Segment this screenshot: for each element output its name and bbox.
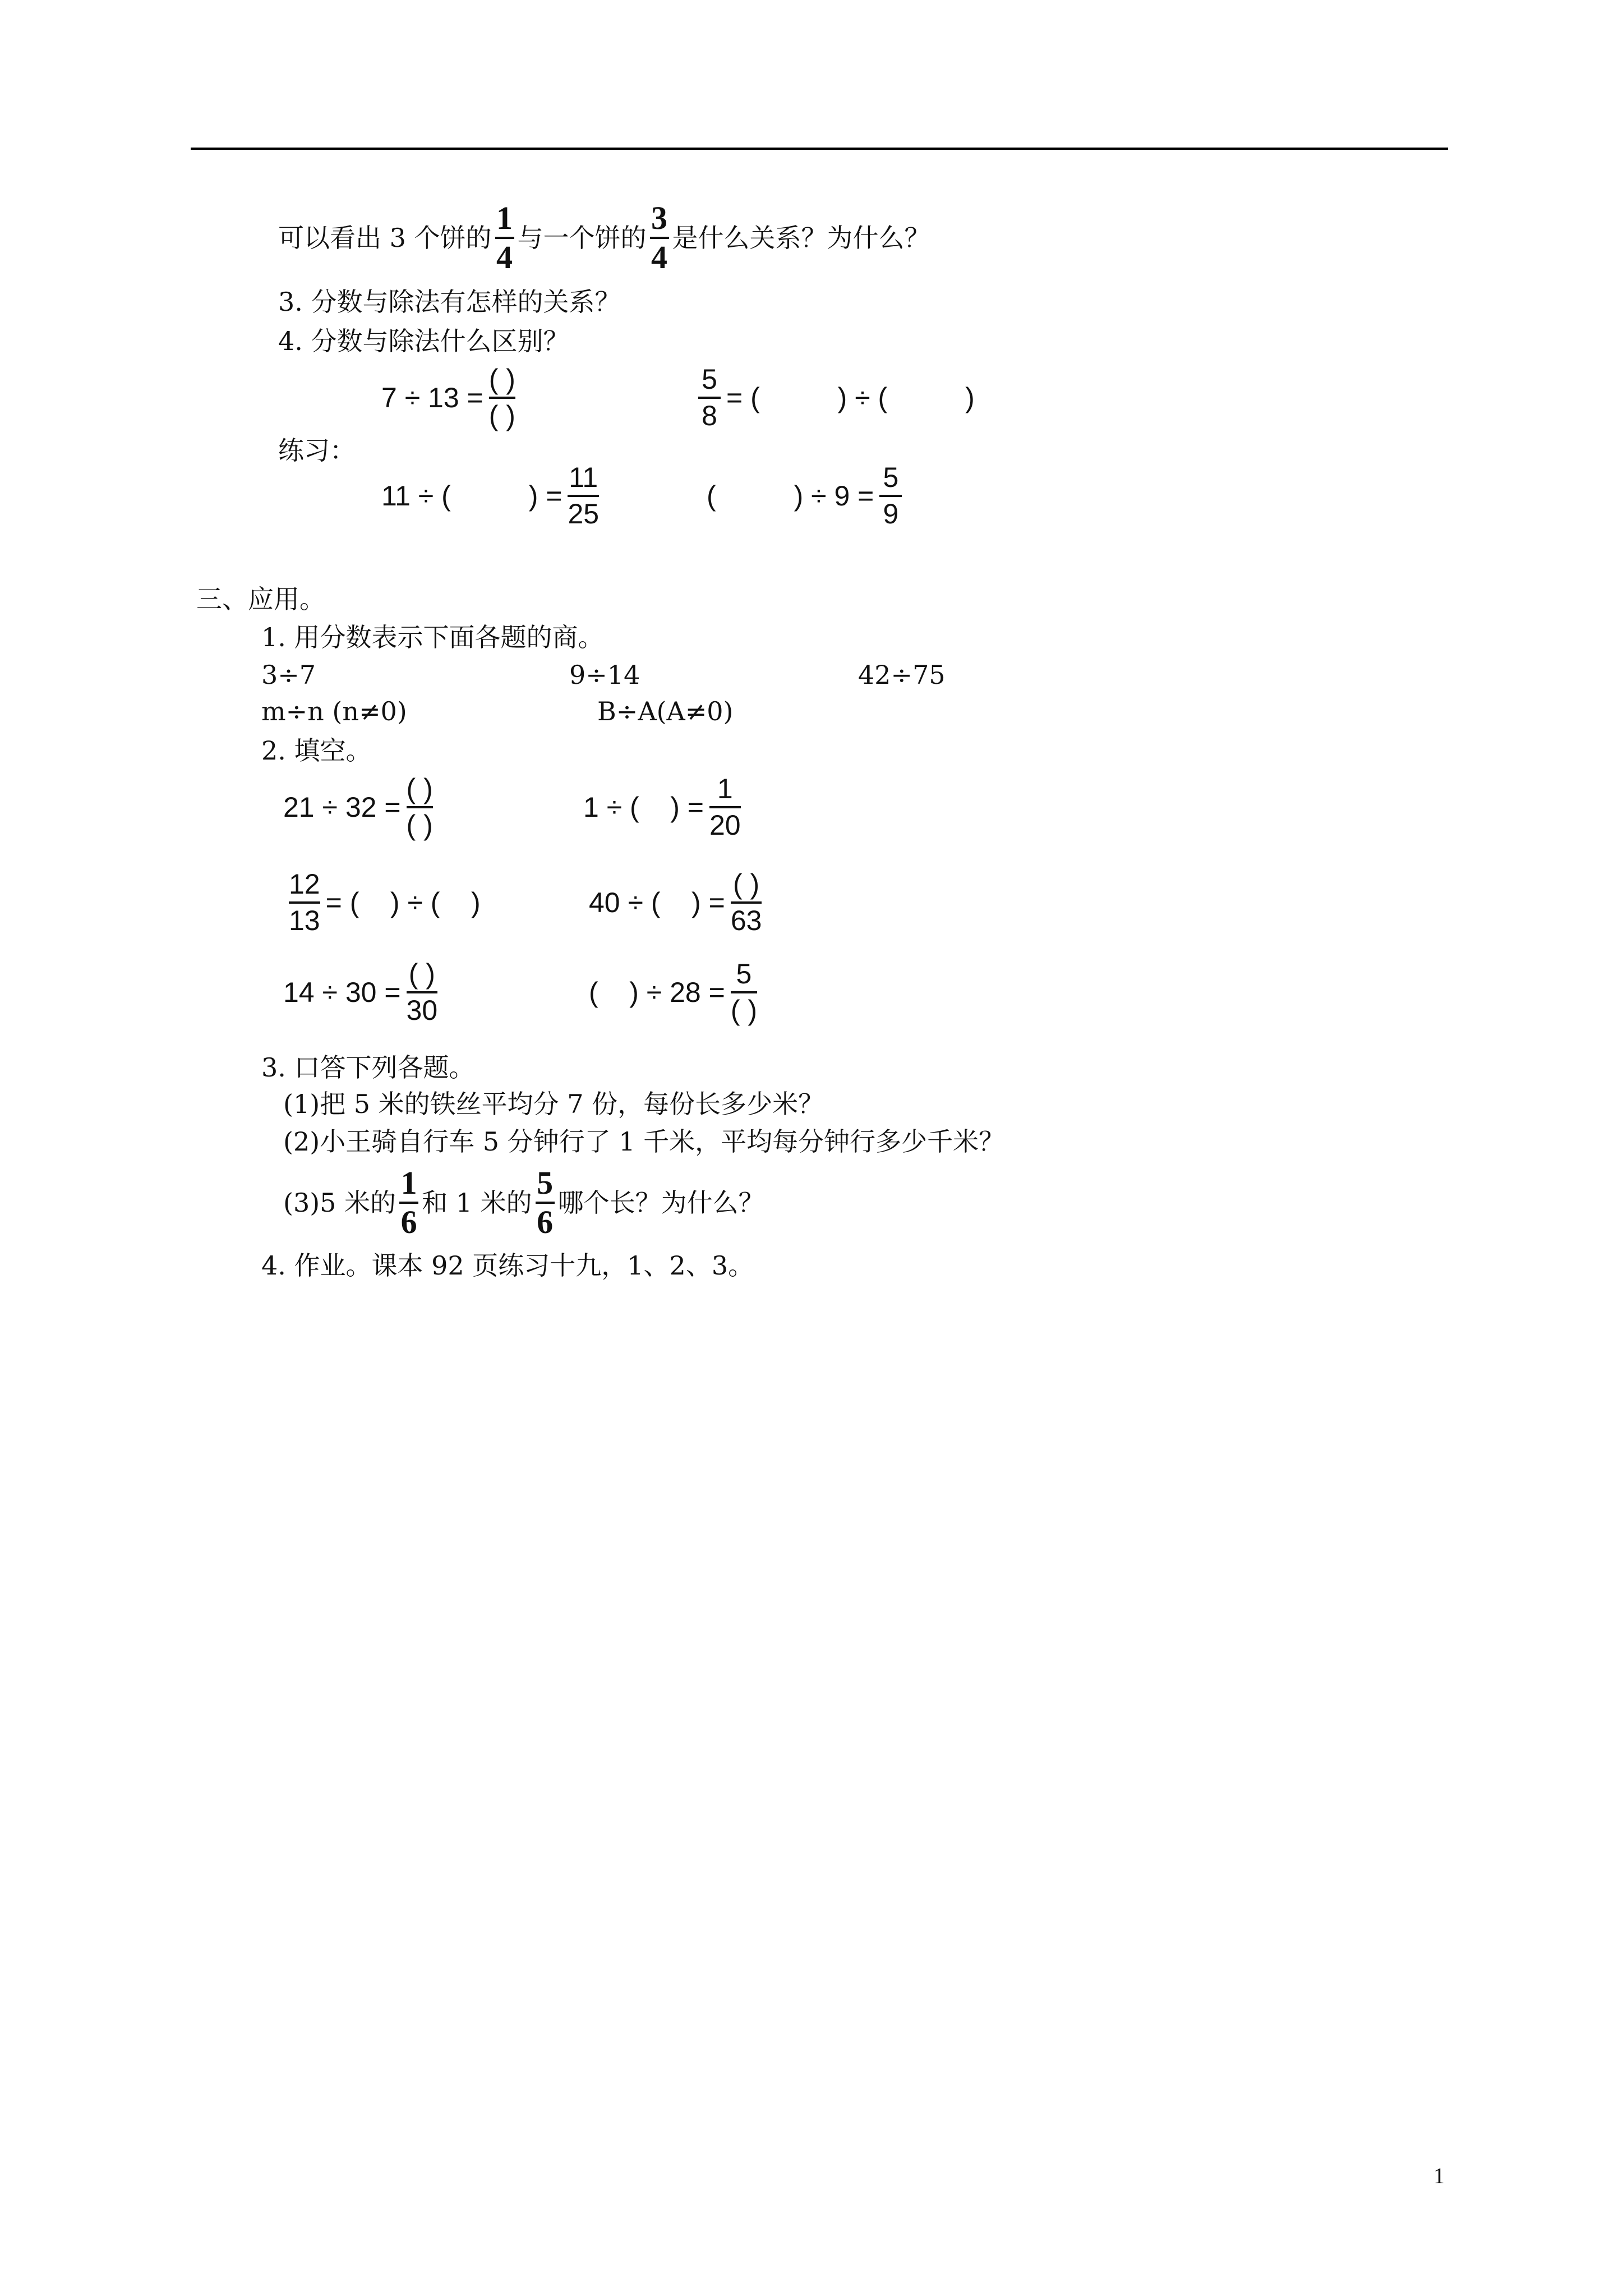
q1-item-a: 3÷7 bbox=[261, 660, 316, 690]
fill-eq-c: $\frac{12}{13}$ = ( ) ÷ ( ) bbox=[289, 868, 481, 936]
practice-eq-1: 7 ÷ 13 = $\frac{( )}{( )}$ bbox=[381, 364, 515, 431]
fraction-one-quarter: $\frac{1}{4}$ bbox=[495, 202, 514, 274]
q3-item-1: (1)把 5 米的铁丝平均分 7 份，每份长多少米？ bbox=[283, 1089, 824, 1119]
q1-item-b: 9÷14 bbox=[569, 660, 640, 690]
practice-label: 练习： bbox=[278, 435, 356, 466]
q1-item-d: m÷n (n≠0) bbox=[261, 696, 407, 726]
practice-eq-3: 11 ÷ ( ) = $\frac{11}{25}$ bbox=[381, 462, 600, 530]
section-3-q3: 3. 口答下列各题。 bbox=[261, 1052, 475, 1083]
item-4: 4. 分数与除法什么区别？ bbox=[278, 326, 569, 356]
section-3-q4: 4. 作业。课本 92 页练习十九，1、2、3。 bbox=[261, 1250, 754, 1281]
question-text-post: 是什么关系？为什么？ bbox=[672, 223, 930, 253]
q3-item-2: (2)小王骑自行车 5 分钟行了 1 千米，平均每分钟行多少千米？ bbox=[283, 1126, 1005, 1157]
q1-item-e: B÷A(A≠0) bbox=[597, 696, 734, 726]
practice-eq-2: $\frac{5}{8}$ = ( ) ÷ ( ) bbox=[693, 365, 975, 430]
fill-eq-d: 40 ÷ ( ) = $\frac{( )}{63}$ bbox=[589, 868, 762, 936]
item-3: 3. 分数与除法有怎样的关系？ bbox=[278, 287, 621, 317]
page-number: 1 bbox=[1433, 2163, 1445, 2188]
header-rule bbox=[191, 148, 1448, 150]
q3-item-3: (3)5 米的 $\frac{1}{6}$ 和 1 米的 $\frac{5}{6}$ 哪个长？为什么？ bbox=[283, 1165, 764, 1240]
fraction-five-sixths: $\frac{5}{6}$ bbox=[536, 1167, 555, 1239]
fill-eq-a: 21 ÷ 32 = $\frac{( )}{( )}$ bbox=[283, 773, 433, 841]
practice-eq-4: ( ) ÷ 9 = $\frac{5}{9}$ bbox=[707, 463, 907, 528]
section-3-q1: 1. 用分数表示下面各题的商。 bbox=[261, 622, 604, 652]
fill-eq-e: 14 ÷ 30 = $\frac{( )}{30}$ bbox=[283, 958, 438, 1026]
question-text-mid: 与一个饼的 bbox=[517, 223, 647, 253]
q1-item-c: 42÷75 bbox=[858, 660, 946, 690]
question-text-pre: 可以看出 3 个饼的 bbox=[278, 223, 492, 253]
fill-eq-b: 1 ÷ ( ) = $\frac{1}{20}$ bbox=[583, 773, 741, 841]
section-3-heading: 三、应用。 bbox=[196, 584, 325, 614]
question-cake-relation bbox=[278, 202, 930, 274]
section-3-q2: 2. 填空。 bbox=[261, 735, 372, 766]
fill-eq-f: ( ) ÷ 28 = $\frac{5}{( )}$ bbox=[589, 958, 758, 1026]
fraction-three-quarters: $\frac{3}{4}$ bbox=[650, 202, 669, 274]
fraction-one-sixth: $\frac{1}{6}$ bbox=[399, 1167, 418, 1239]
